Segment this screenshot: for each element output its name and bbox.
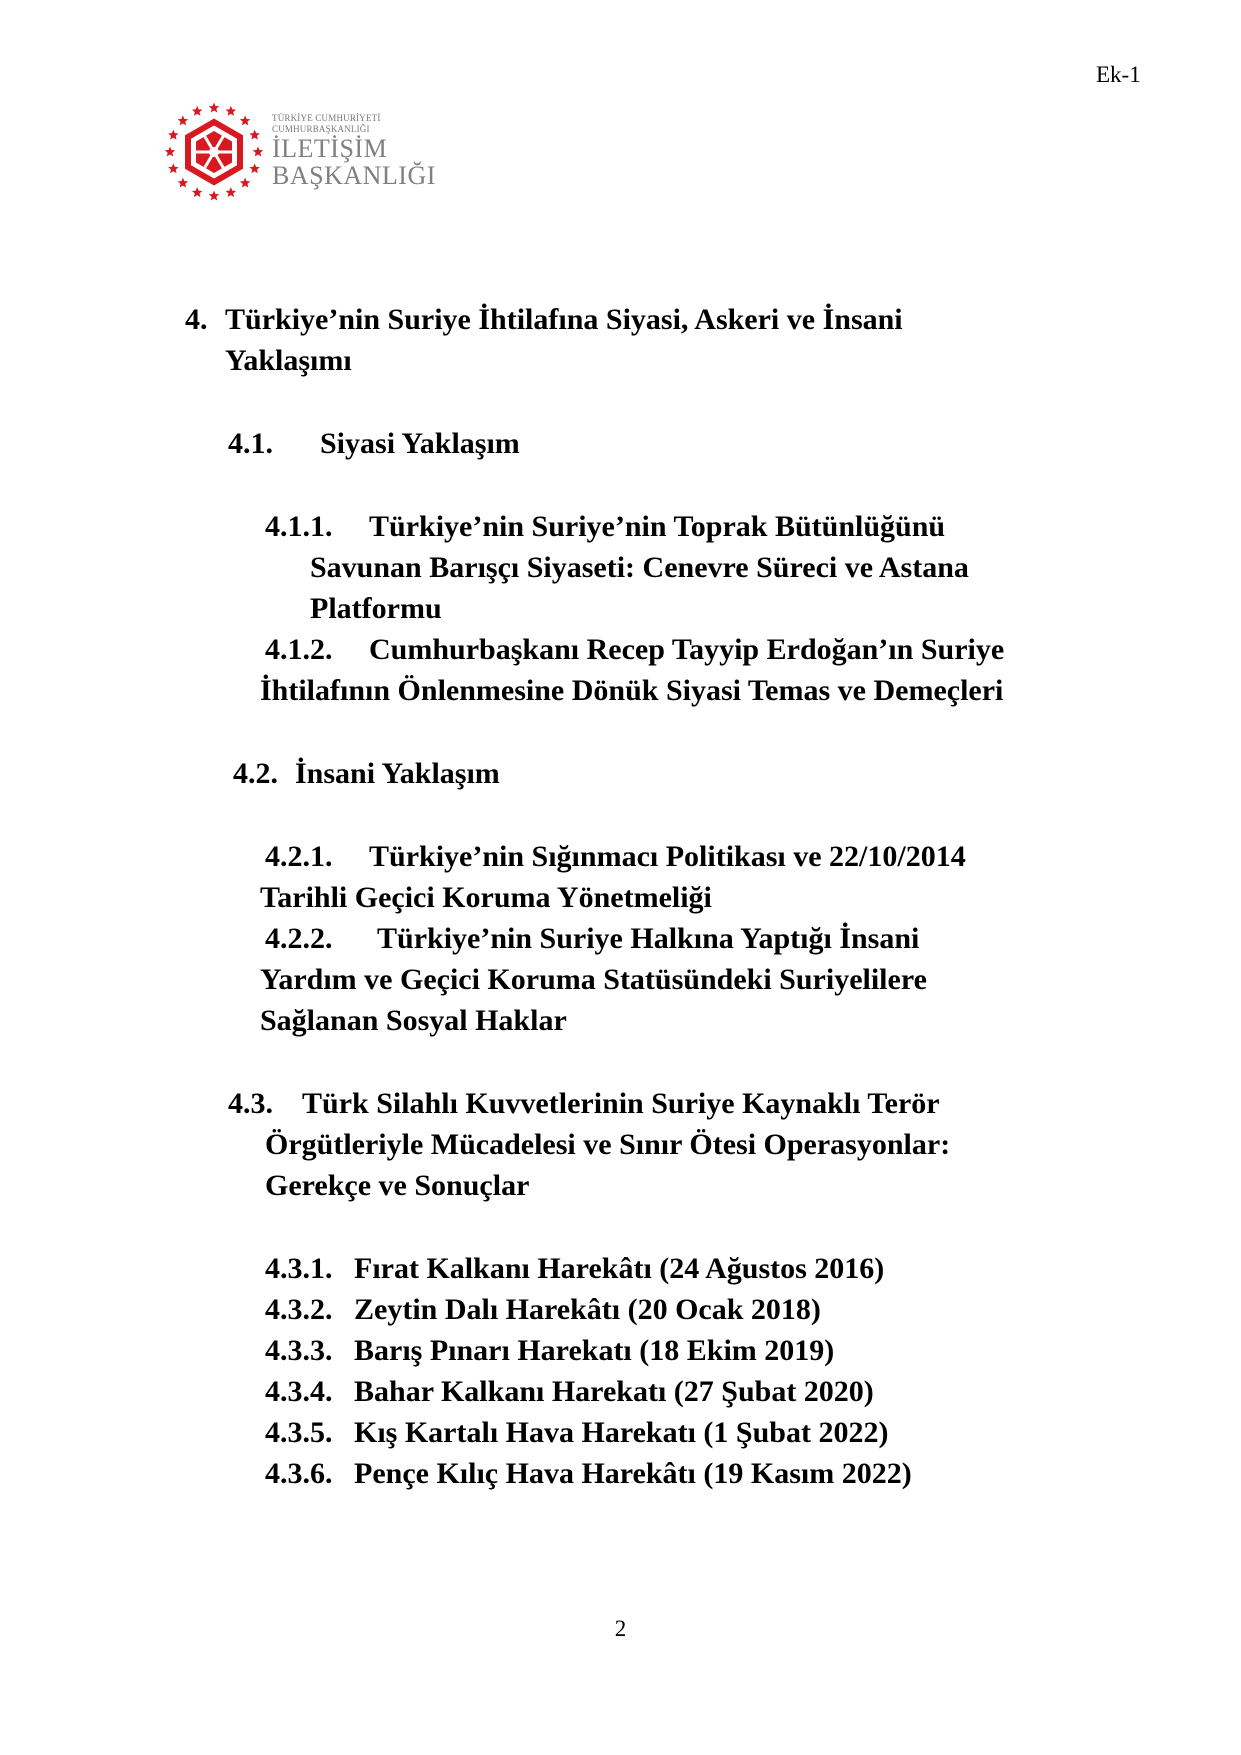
toc-section-4-2 xyxy=(233,753,500,794)
toc-title: Türk Silahlı Kuvvetlerinin Suriye Kaynaklı Terör xyxy=(302,1087,940,1120)
toc-operation-4-3-6 xyxy=(265,1453,912,1494)
toc-number: 4.3.2. xyxy=(265,1293,333,1326)
toc-section-4-3-line-3: Gerekçe ve Sonuçlar xyxy=(265,1169,530,1202)
toc-title: Türkiye’nin Suriye’nin Toprak Bütünlüğünü xyxy=(369,510,946,543)
toc-section-4-1 xyxy=(228,423,520,464)
toc-number: 4.3.4. xyxy=(265,1375,333,1408)
toc-number: 4.3. xyxy=(228,1087,273,1120)
toc-section-4-2-2-line-1 xyxy=(265,918,919,959)
logo-star-8 xyxy=(226,187,236,197)
logo-line-4: BAŞKANLIĞI xyxy=(272,161,436,190)
toc-section-4-line-1 xyxy=(185,299,903,340)
toc-number: 4.1. xyxy=(228,427,273,460)
logo-star-16 xyxy=(192,106,202,116)
toc-title: Türkiye’nin Suriye Halkına Yaptığı İnsani xyxy=(377,922,920,955)
toc-title: Kış Kartalı Hava Harekatı (1 Şubat 2022) xyxy=(354,1416,889,1449)
toc-number: 4.1.2. xyxy=(265,633,333,666)
toc-operation-4-3-5 xyxy=(265,1412,888,1453)
page-number: 2 xyxy=(614,1616,627,1641)
logo-star-9 xyxy=(209,191,219,201)
toc-number: 4.2.2. xyxy=(265,922,333,955)
logo-star-14 xyxy=(168,130,178,140)
toc-title: Türkiye’nin Sığınmacı Politikası ve 22/10/2014 xyxy=(369,840,966,873)
toc-title: Zeytin Dalı Harekâtı (20 Ocak 2018) xyxy=(354,1293,821,1326)
toc-operation-4-3-4 xyxy=(265,1371,874,1412)
toc-title: Cumhurbaşkanı Recep Tayyip Erdoğan’ın Suriye xyxy=(369,633,1005,666)
toc-title: Barış Pınarı Harekatı (18 Ekim 2019) xyxy=(354,1334,835,1367)
logo-star-1 xyxy=(209,103,219,113)
toc-number: 4.1.1. xyxy=(265,510,333,543)
toc-section-4-2-1-line-1 xyxy=(265,836,966,877)
logo-line-3: İLETİŞİM xyxy=(272,134,388,163)
iletisim-baskanligi-logo xyxy=(162,100,452,204)
logo-star-11 xyxy=(178,178,188,188)
logo-star-6 xyxy=(249,163,259,173)
toc-number: 4.3.1. xyxy=(265,1252,333,1285)
toc-number: 4.3.6. xyxy=(265,1457,333,1490)
toc-section-4-1-2-line-1 xyxy=(265,629,1004,670)
toc-section-4-2-2-line-2: Yardım ve Geçici Koruma Statüsündeki Suriyelilere xyxy=(260,963,927,996)
logo-line-2: CUMHURBAŞKANLIĞI xyxy=(272,124,370,134)
toc-number: 4.2.1. xyxy=(265,840,333,873)
logo-star-12 xyxy=(168,163,178,173)
toc-section-4-2-1-line-2: Tarihli Geçici Koruma Yönetmeliği xyxy=(260,881,712,914)
toc-title: Bahar Kalkanı Harekatı (27 Şubat 2020) xyxy=(354,1375,874,1408)
toc-section-4-3-line-2: Örgütleriyle Mücadelesi ve Sınır Ötesi Operasyonlar: xyxy=(265,1128,951,1161)
logo-star-5 xyxy=(253,147,263,157)
toc-operation-4-3-2 xyxy=(265,1289,821,1330)
annex-label: Ek-1 xyxy=(1096,62,1141,87)
logo-wordmark xyxy=(272,113,436,189)
toc-operation-4-3-3 xyxy=(265,1330,834,1371)
toc-number: 4.2. xyxy=(233,757,278,790)
logo-star-3 xyxy=(240,115,250,125)
toc-section-4-2-2-line-3: Sağlanan Sosyal Haklar xyxy=(260,1004,567,1037)
toc-title: İnsani Yaklaşım xyxy=(295,757,500,790)
logo-star-7 xyxy=(240,178,250,188)
toc-section-4-1-1-line-1 xyxy=(265,506,945,547)
logo-star-10 xyxy=(192,187,202,197)
logo-star-13 xyxy=(165,147,175,157)
toc-section-4-line-2: Yaklaşımı xyxy=(225,344,352,377)
toc-section-4-1-2-line-2: İhtilafının Önlenmesine Dönük Siyasi Temas ve Demeçleri xyxy=(260,674,1004,707)
logo-star-2 xyxy=(226,106,236,116)
toc-title: Türkiye’nin Suriye İhtilafına Siyasi, Askeri ve İnsani xyxy=(225,303,903,336)
toc-number: 4. xyxy=(185,303,208,336)
toc-section-4-1-1-line-2: Savunan Barışçı Siyaseti: Cenevre Süreci ve Astana xyxy=(310,551,969,584)
logo-star-15 xyxy=(178,115,188,125)
toc-section-4-3-line-1 xyxy=(228,1083,940,1124)
toc-operation-4-3-1 xyxy=(265,1248,884,1289)
toc-section-4-1-1-line-3: Platformu xyxy=(310,592,442,625)
toc-title: Siyasi Yaklaşım xyxy=(320,427,520,460)
logo-star-4 xyxy=(249,130,259,140)
toc-title: Fırat Kalkanı Harekâtı (24 Ağustos 2016) xyxy=(354,1252,885,1285)
star-seal-icon xyxy=(162,100,266,204)
toc-title: Pençe Kılıç Hava Harekâtı (19 Kasım 2022) xyxy=(354,1457,912,1490)
toc-number: 4.3.5. xyxy=(265,1416,333,1449)
logo-line-1: TÜRKİYE CUMHURİYETİ xyxy=(272,113,381,123)
toc-number: 4.3.3. xyxy=(265,1334,333,1367)
